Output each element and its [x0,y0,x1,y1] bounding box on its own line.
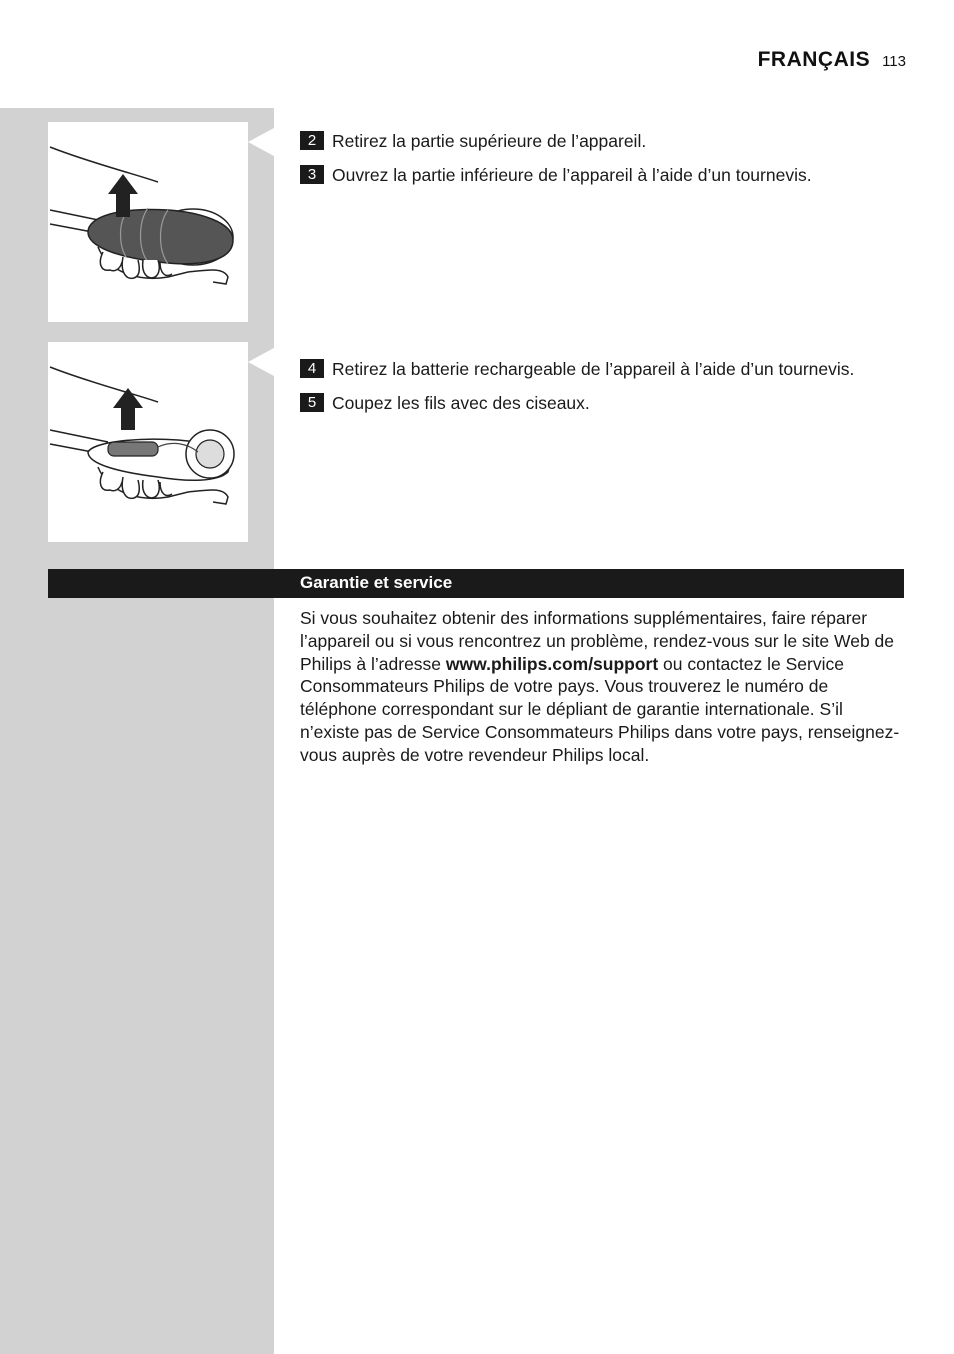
hand-lifting-shaver-top-icon [48,122,248,322]
paragraph-text-end: ou contactez le Service Consommateurs Philips de votre pays. Vous trouverez le numéro de téléphone correspondant sur le dépliant de garantie internationale. S’il n’existe pas de Service Consommateurs Philips dans votre pays, renseignez-vous auprès de votre revendeur Philips local. [300,653,900,765]
warranty-paragraph [300,607,900,767]
section-title: Garantie et service [300,573,453,592]
step-text: Coupez les fils avec des ciseaux. [332,393,590,413]
step-5 [300,392,590,414]
paragraph-text-start: Si vous souhaitez obtenir des informations supplémentaires, faire réparer l’appareil ou si vous rencontrez un problème, rendez-vous sur le site Web de Philips à l’adresse [300,608,895,674]
step-number: 2 [300,131,324,150]
step-4 [300,358,854,380]
page-header [758,48,906,72]
step-text: Retirez la batterie rechargeable de l’appareil à l’aide d’un tournevis. [332,359,855,379]
step-text: Ouvrez la partie inférieure de l’appareil à l’aide d’un tournevis. [332,165,812,185]
step-text: Retirez la partie supérieure de l’appareil. [332,131,647,151]
figure-pointer-2 [248,348,274,376]
figure-remove-top [48,122,248,322]
page-number: 113 [882,53,906,70]
figure-remove-battery [48,342,248,542]
step-3 [300,164,812,186]
section-header-bar [48,569,904,598]
step-number: 5 [300,393,324,412]
step-number: 3 [300,165,324,184]
support-link[interactable]: www.philips.com/support [445,653,659,674]
step-2 [300,130,646,152]
step-number: 4 [300,359,324,378]
figure-pointer-1 [248,128,274,156]
hand-removing-battery-icon [48,342,248,542]
language-title: FRANÇAIS [757,48,871,71]
